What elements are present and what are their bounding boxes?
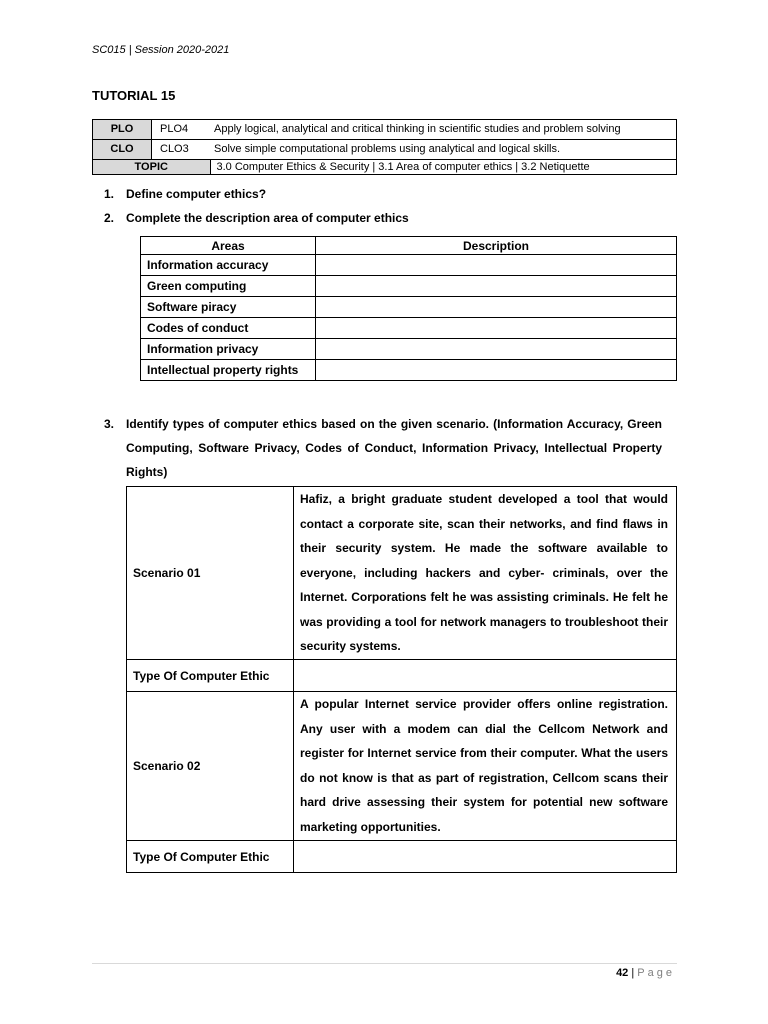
footer-divider: [92, 963, 677, 964]
table-row: [141, 297, 677, 318]
topic-value: 3.0 Computer Ethics & Security | 3.1 Area of computer ethics | 3.2 Netiquette: [210, 160, 677, 175]
question-number: 3.: [104, 417, 115, 431]
type-answer-cell[interactable]: [294, 660, 677, 692]
area-name: Codes of conduct: [141, 318, 316, 339]
question-text: Define computer ethics?: [126, 187, 267, 201]
areas-table: [140, 236, 677, 381]
table-row: [141, 276, 677, 297]
clo-code: CLO3: [152, 140, 211, 160]
scenario-label: Scenario 02: [127, 692, 294, 841]
question-number: 2.: [104, 211, 115, 225]
scenario-row: [127, 692, 677, 841]
table-row: [141, 360, 677, 381]
question-text: Identify types of computer ethics based on the given scenario. (Information Accuracy, Green Computing, Software Privacy, Codes of Conduct, Information Privacy, Intellectual Property Rights): [126, 417, 662, 479]
area-name: Software piracy: [141, 297, 316, 318]
question-number: 1.: [104, 187, 115, 201]
description-cell[interactable]: [316, 255, 677, 276]
scenarios-table: [126, 486, 677, 873]
plo-code: PLO4: [152, 120, 211, 140]
plo-row: [93, 120, 677, 140]
page-header: SC015 | Session 2020-2021: [92, 44, 230, 56]
type-label: Type Of Computer Ethic: [127, 841, 294, 873]
description-cell[interactable]: [316, 360, 677, 381]
page-title: TUTORIAL 15: [92, 88, 176, 103]
topic-row: [93, 160, 677, 175]
page-number: 42: [616, 967, 629, 979]
scenario-row: [127, 487, 677, 660]
question-3: [104, 412, 662, 484]
table-row: [141, 255, 677, 276]
description-cell[interactable]: [316, 339, 677, 360]
type-row: [127, 660, 677, 692]
question-text: Complete the description area of computer ethics: [126, 211, 409, 225]
type-answer-cell[interactable]: [294, 841, 677, 873]
topic-label: TOPIC: [93, 160, 211, 175]
column-header-areas: Areas: [141, 237, 316, 255]
description-cell[interactable]: [316, 276, 677, 297]
scenario-text: A popular Internet service provider offers online registration. Any user with a modem can dial the Cellcom Network and register for Internet service from their computer. What the users do not know is that as part of registration, Cellcom scans their hard drive assessing their system for potential new software marketing opportunities.: [294, 692, 677, 841]
scenario-text: Hafiz, a bright graduate student developed a tool that would contact a corporate site, scan their networks, and find flaws in their security system. He made the software available to everyone, including hackers and cyber- criminals, over the Internet. Corporations felt he was assisting criminals. He felt he was providing a tool for network managers to troubleshoot their security systems.: [294, 487, 677, 660]
area-name: Intellectual property rights: [141, 360, 316, 381]
page-word: Page: [637, 967, 675, 979]
plo-label: PLO: [93, 120, 152, 140]
type-label: Type Of Computer Ethic: [127, 660, 294, 692]
table-row: [141, 318, 677, 339]
outcomes-table: [92, 119, 677, 175]
description-cell[interactable]: [316, 297, 677, 318]
areas-header-row: [141, 237, 677, 255]
clo-description: Solve simple computational problems using analytical and logical skills.: [210, 140, 677, 160]
clo-row: [93, 140, 677, 160]
description-cell[interactable]: [316, 318, 677, 339]
footer-separator: |: [628, 967, 638, 979]
area-name: Information privacy: [141, 339, 316, 360]
table-row: [141, 339, 677, 360]
clo-label: CLO: [93, 140, 152, 160]
plo-description: Apply logical, analytical and critical thinking in scientific studies and problem solving: [210, 120, 677, 140]
column-header-description: Description: [316, 237, 677, 255]
area-name: Green computing: [141, 276, 316, 297]
type-row: [127, 841, 677, 873]
scenario-label: Scenario 01: [127, 487, 294, 660]
page-footer: [616, 967, 675, 979]
area-name: Information accuracy: [141, 255, 316, 276]
